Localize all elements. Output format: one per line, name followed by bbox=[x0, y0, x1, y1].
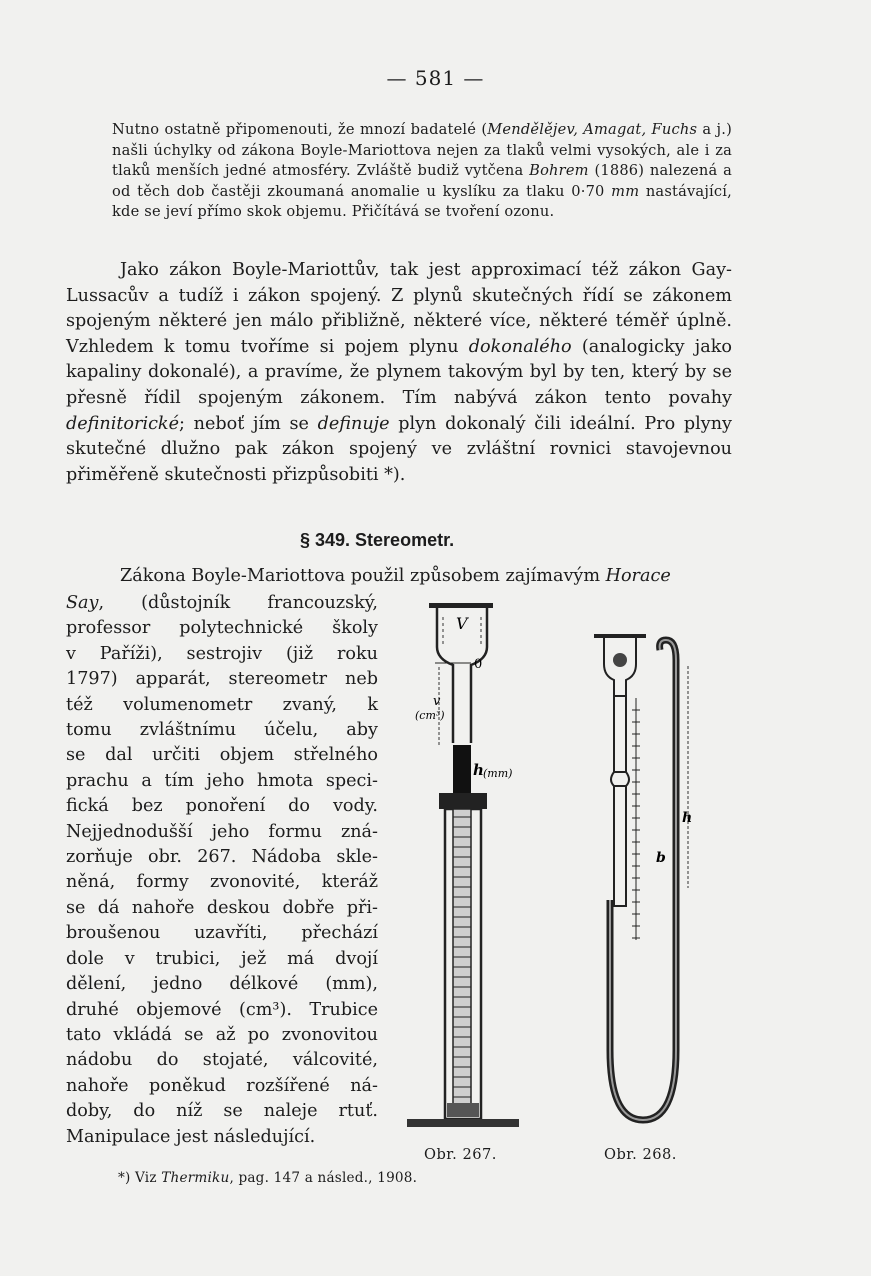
column-line bbox=[66, 642, 378, 667]
top-plate bbox=[594, 634, 646, 638]
text: něná, formy zvonovité, kteráž bbox=[66, 872, 378, 893]
text: nastávající, kde se jeví přímo skok objemu. Přičítává se tvoření ozonu. bbox=[112, 182, 733, 221]
column-line bbox=[66, 921, 378, 946]
column-line bbox=[66, 896, 378, 921]
hose-inner bbox=[610, 640, 676, 1120]
hose bbox=[610, 640, 676, 1120]
text: (analogicky jako kapaliny dokonalé), a pravíme, že plynem takovým byl by ten, který by se přesně řídil spojeným zákonem. Tím nabývá zákon tento povahy bbox=[66, 336, 732, 408]
text: nádobu do stojaté, válcovité, bbox=[66, 1050, 378, 1071]
text: tomu zvláštnímu účelu, aby bbox=[66, 720, 378, 741]
text: broušenou uzavříti, přechází bbox=[66, 923, 378, 944]
text: , (důstojník francouzský, bbox=[98, 593, 378, 613]
text-italic: Horace bbox=[605, 566, 671, 586]
scale bbox=[632, 698, 640, 940]
column-line bbox=[66, 1099, 378, 1124]
column-line bbox=[66, 845, 378, 870]
text: zorňuje obr. 267. Nádoba skle- bbox=[66, 847, 378, 868]
text: (1886) nalezená a od těch dob častěji zkoumaná anomalie u kyslíku za tlaku 0·70 bbox=[112, 162, 732, 200]
text: Nutno ostatně připomenouti, že mnozí badatelé ( bbox=[112, 121, 488, 138]
text: 1797) apparát, stereometr neb bbox=[66, 669, 378, 690]
text-italic: definuje bbox=[317, 413, 390, 434]
text: Zákona Boyle-Mariottova použil způsobem zajímavým bbox=[120, 566, 606, 586]
text-italic: mm bbox=[611, 182, 640, 200]
footnote bbox=[118, 1170, 417, 1186]
column-line bbox=[66, 591, 378, 616]
column-line bbox=[66, 1125, 378, 1150]
sample bbox=[613, 653, 627, 667]
neck bbox=[611, 772, 629, 786]
text: se dá nahoře deskou dobře při- bbox=[66, 897, 378, 918]
text: a j.) našli úchylky od zákona Boyle-Mariottova nejen za tlaků velmi vysokých, ale i za tlaků menších jedné atmosféry. Zvláště budiž vytčena bbox=[112, 121, 732, 180]
text: tato vkládá se až po zvonovitou bbox=[66, 1024, 378, 1045]
column-line bbox=[66, 743, 378, 768]
text: dělení, jedno délkové (mm), bbox=[66, 974, 378, 995]
text: dole v trubici, jež má dvojí bbox=[66, 948, 378, 969]
label-zero: 0 bbox=[474, 657, 483, 672]
label-h: h bbox=[473, 761, 484, 779]
text-italic: Bohrem bbox=[529, 162, 589, 180]
paragraph-stereometer-column bbox=[66, 591, 378, 1150]
column-line bbox=[66, 794, 378, 819]
text-italic: Say bbox=[66, 593, 99, 613]
column-line bbox=[66, 1074, 378, 1099]
text: druhé objemové (cm³). Trubice bbox=[66, 999, 378, 1020]
text: , pag. 147 a násled., 1908. bbox=[229, 1170, 418, 1186]
column-line bbox=[66, 616, 378, 641]
figure-267-caption: Obr. 267. bbox=[424, 1146, 497, 1163]
column-line bbox=[66, 870, 378, 895]
column-line bbox=[66, 1048, 378, 1073]
label-b: b bbox=[656, 850, 666, 866]
text: doby, do níž se naleje rtuť. bbox=[66, 1101, 378, 1122]
column-line bbox=[66, 667, 378, 692]
left-tube bbox=[614, 786, 626, 906]
text: ; neboť jím se bbox=[179, 413, 318, 434]
column-line bbox=[66, 1023, 378, 1048]
paragraph-ideal-gas bbox=[66, 258, 732, 488]
column-line bbox=[66, 718, 378, 743]
page-number: — 581 — bbox=[386, 66, 485, 90]
label-v-top: V bbox=[456, 614, 468, 633]
text: *) Viz bbox=[118, 1170, 162, 1186]
lid bbox=[429, 603, 493, 608]
text: prachu a tím jeho hmota speci- bbox=[66, 770, 378, 791]
column-line bbox=[66, 972, 378, 997]
column-line bbox=[66, 820, 378, 845]
text: fická bez ponoření do vody. bbox=[66, 796, 378, 817]
column-line bbox=[66, 693, 378, 718]
text-italic: Thermiku bbox=[161, 1170, 230, 1186]
label-mm: (mm) bbox=[483, 767, 513, 780]
cylinder-top bbox=[439, 793, 487, 809]
mercury-column bbox=[453, 745, 471, 795]
upper-tube bbox=[614, 696, 626, 772]
section-heading: § 349. Stereometr. bbox=[300, 530, 455, 550]
text: též volumenometr zvaný, k bbox=[66, 694, 378, 715]
text-italic: Mendělějev, Amagat, Fuchs bbox=[487, 121, 698, 138]
label-h: h bbox=[682, 810, 693, 826]
text: se dal určiti objem střelného bbox=[66, 745, 378, 766]
figure-268-caption: Obr. 268. bbox=[604, 1146, 677, 1163]
text: Manipulace jest následující. bbox=[66, 1126, 316, 1147]
paragraph-intro-line bbox=[66, 564, 732, 590]
label-cm: (cm³) bbox=[415, 709, 445, 722]
text: professor polytechnické školy bbox=[66, 618, 378, 639]
base bbox=[407, 1119, 519, 1127]
text-italic: dokonalého bbox=[468, 336, 572, 357]
column-line bbox=[66, 769, 378, 794]
text: plyn dokonalý čili ideální. Pro plyny skutečné dlužno pak zákon spojený ve zvláštní rovnici stavojevnou přiměřeně skutečnosti přizpůsobiti *). bbox=[66, 413, 732, 485]
text-italic: definitorické bbox=[66, 413, 179, 434]
column-line bbox=[66, 998, 378, 1023]
label-v: v bbox=[433, 694, 441, 709]
paragraph-anomalies bbox=[112, 120, 732, 223]
mercury-bottom bbox=[447, 1103, 479, 1117]
figure-267 bbox=[395, 595, 530, 1150]
inner-tube bbox=[453, 809, 471, 1109]
figure-268 bbox=[588, 630, 698, 1130]
text: Nejjednodušší jeho formu zná- bbox=[66, 821, 378, 842]
text: Jako zákon Boyle-Mariottův, tak jest approximací též zákon Gay-Lussacův a tudíž i zákon spojený. Z plynů skutečných řídí se zákonem spojeným některé jen málo přibližně, některé více, některé téměř úplně. Vzhledem k tomu tvoříme si pojem plynu bbox=[66, 260, 732, 357]
column-line bbox=[66, 947, 378, 972]
text: v Paříži), sestrojiv (již roku bbox=[66, 643, 378, 664]
text: nahoře poněkud rozšířené ná- bbox=[66, 1075, 378, 1096]
